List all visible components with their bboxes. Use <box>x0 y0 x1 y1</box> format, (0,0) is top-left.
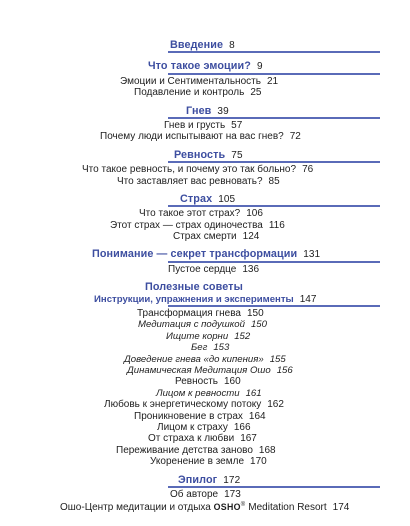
toc-entry-title: Понимание — секрет трансформации <box>92 248 298 261</box>
toc-entry-title: Медитация с подушкой <box>138 319 245 331</box>
toc-page-number: 150 <box>246 308 264 320</box>
toc-entry-title: Что такое этот страх? <box>139 208 241 220</box>
toc-page-number: 75 <box>231 149 243 161</box>
toc-section-heading <box>0 150 410 161</box>
toc-entry-title: Ревность <box>175 376 218 388</box>
toc-page-number: 162 <box>267 399 284 411</box>
toc-page-number: 39 <box>217 105 229 117</box>
toc-page-number: 166 <box>233 421 251 433</box>
toc-entry <box>0 388 410 399</box>
toc-entry-title: Полезные советы <box>145 281 243 294</box>
toc-entry-title: От страха к любви <box>148 433 235 445</box>
toc-entry <box>0 131 410 142</box>
toc-entry-title: Об авторе <box>170 488 219 500</box>
toc-entry <box>0 376 410 387</box>
toc-entry <box>0 319 410 330</box>
toc-section-heading <box>0 61 410 72</box>
toc-entry-title: Ищите корни <box>166 330 229 342</box>
toc-page-number: 57 <box>231 119 243 131</box>
toc-page-number: 150 <box>250 319 267 331</box>
toc-entry-title: Эпилог <box>178 473 218 486</box>
toc-page-number: 21 <box>266 75 279 87</box>
toc-entry-title: Лицом к ревности <box>156 387 240 399</box>
toc-entry <box>0 354 410 365</box>
toc-entry-title: Трансформация гнева <box>137 308 241 320</box>
toc-entry-title: Проникновение в страх <box>134 410 243 422</box>
section-rule <box>168 486 380 488</box>
toc-entry <box>0 422 410 433</box>
toc-page-number: 116 <box>268 219 285 231</box>
toc-page-number: 147 <box>299 293 317 305</box>
toc-entry <box>0 342 410 353</box>
toc-section-heading <box>0 40 410 51</box>
toc-entry-title: Укоренение в земле <box>150 456 245 468</box>
toc-entry <box>0 500 410 514</box>
toc-page-number: 25 <box>250 87 262 99</box>
toc-entry <box>0 331 410 342</box>
toc-entry-title: Гнев <box>186 104 212 117</box>
toc-entry-title: Почему люди испытывают на вас гнев? <box>100 131 284 143</box>
toc-page-number: 131 <box>303 249 321 261</box>
toc-page-number: 160 <box>223 376 241 388</box>
toc-page-number: 105 <box>218 193 236 205</box>
toc-page-number: 173 <box>224 488 241 500</box>
toc-entry-title: Доведение гнева «до кипения» <box>124 353 264 365</box>
section-rule <box>168 117 380 119</box>
toc-page-number: 85 <box>268 175 280 187</box>
toc-section-heading <box>0 475 410 486</box>
toc-entry <box>0 308 410 319</box>
toc-entry-title: Подавление и контроль <box>134 87 245 99</box>
toc-section-heading <box>0 282 410 293</box>
toc-page-number: 152 <box>234 330 251 342</box>
toc-entry <box>0 220 410 231</box>
toc-entry <box>0 433 410 444</box>
toc-entry-title: Переживание детства заново <box>116 444 253 456</box>
resort-tail: Meditation Resort <box>245 502 327 514</box>
toc-entry-title: Страх <box>180 192 213 205</box>
toc-entry-title: Бег <box>191 342 208 354</box>
toc-entry <box>0 208 410 219</box>
toc-page-number: 172 <box>223 474 241 486</box>
toc-entry <box>0 76 410 87</box>
toc-page-number: 174 <box>332 502 350 514</box>
toc-entry-title: Что такое ревность, и почему это так больно? <box>82 164 297 176</box>
toc-entry <box>0 120 410 131</box>
toc-section-heading <box>0 249 410 260</box>
section-rule <box>168 51 380 53</box>
toc-page-number: 76 <box>302 164 314 176</box>
toc-page-number: 164 <box>248 410 266 422</box>
toc-entry <box>0 231 410 242</box>
osho-brand: OSHO® <box>213 502 246 513</box>
toc-entry-title: Страх смерти <box>173 231 237 243</box>
toc-entry <box>0 264 410 275</box>
toc-entry-title <box>60 500 327 513</box>
toc-entry-title: Лицом к страху <box>157 421 228 433</box>
toc-entry <box>0 399 410 410</box>
section-rule <box>168 161 380 163</box>
toc-section-heading <box>0 194 410 205</box>
toc-entry-title: Эмоции и Сентиментальность <box>120 75 261 87</box>
toc-entry <box>0 164 410 175</box>
toc-page-number: 161 <box>245 387 262 399</box>
toc-section-heading <box>0 106 410 117</box>
section-rule <box>168 305 380 307</box>
toc-page-number: 153 <box>213 342 230 354</box>
section-rule <box>168 73 380 75</box>
toc-entry <box>0 176 410 187</box>
toc-entry-title: Ревность <box>174 148 226 161</box>
toc-entry-title: Введение <box>170 39 224 51</box>
toc-page-number: 106 <box>246 208 263 220</box>
toc-entry-title: Что заставляет вас ревновать? <box>117 175 263 187</box>
toc-page-number: 167 <box>240 433 257 445</box>
registered-mark: ® <box>240 502 246 509</box>
toc-entry <box>0 365 410 376</box>
section-rule <box>168 261 380 263</box>
toc-page-number: 8 <box>229 40 235 51</box>
toc-entry <box>0 456 410 467</box>
toc-page-number: 136 <box>242 263 260 275</box>
toc-entry-title: Этот страх — страх одиночества <box>110 219 263 231</box>
toc-subheading <box>0 294 410 305</box>
table-of-contents <box>0 40 410 512</box>
toc-entry-title: Пустое сердце <box>168 263 237 275</box>
toc-entry <box>0 445 410 456</box>
toc-page-number: 170 <box>250 456 267 468</box>
toc-entry <box>0 489 410 500</box>
toc-entry-title: Инструкции, упражнения и эксперименты <box>94 293 294 305</box>
toc-entry <box>0 411 410 422</box>
section-rule <box>168 205 380 207</box>
toc-entry-title: Любовь к энергетическому потоку <box>104 399 262 411</box>
toc-page-number: 72 <box>289 131 301 143</box>
resort-label: Ошо-Центр медитации и отдыха <box>60 502 214 514</box>
toc-entry-title: Гнев и грусть <box>164 119 226 131</box>
toc-page-number: 9 <box>256 61 263 73</box>
toc-entry-title: Что такое эмоции? <box>148 60 251 73</box>
toc-page-number: 155 <box>269 353 286 365</box>
toc-page-number: 156 <box>276 364 293 376</box>
section-divider <box>0 51 410 54</box>
toc-entry-title: Динамическая Медитация Ошо <box>127 364 271 376</box>
toc-page-number: 124 <box>242 231 260 243</box>
toc-entry <box>0 87 410 98</box>
toc-page-number: 168 <box>258 444 276 456</box>
